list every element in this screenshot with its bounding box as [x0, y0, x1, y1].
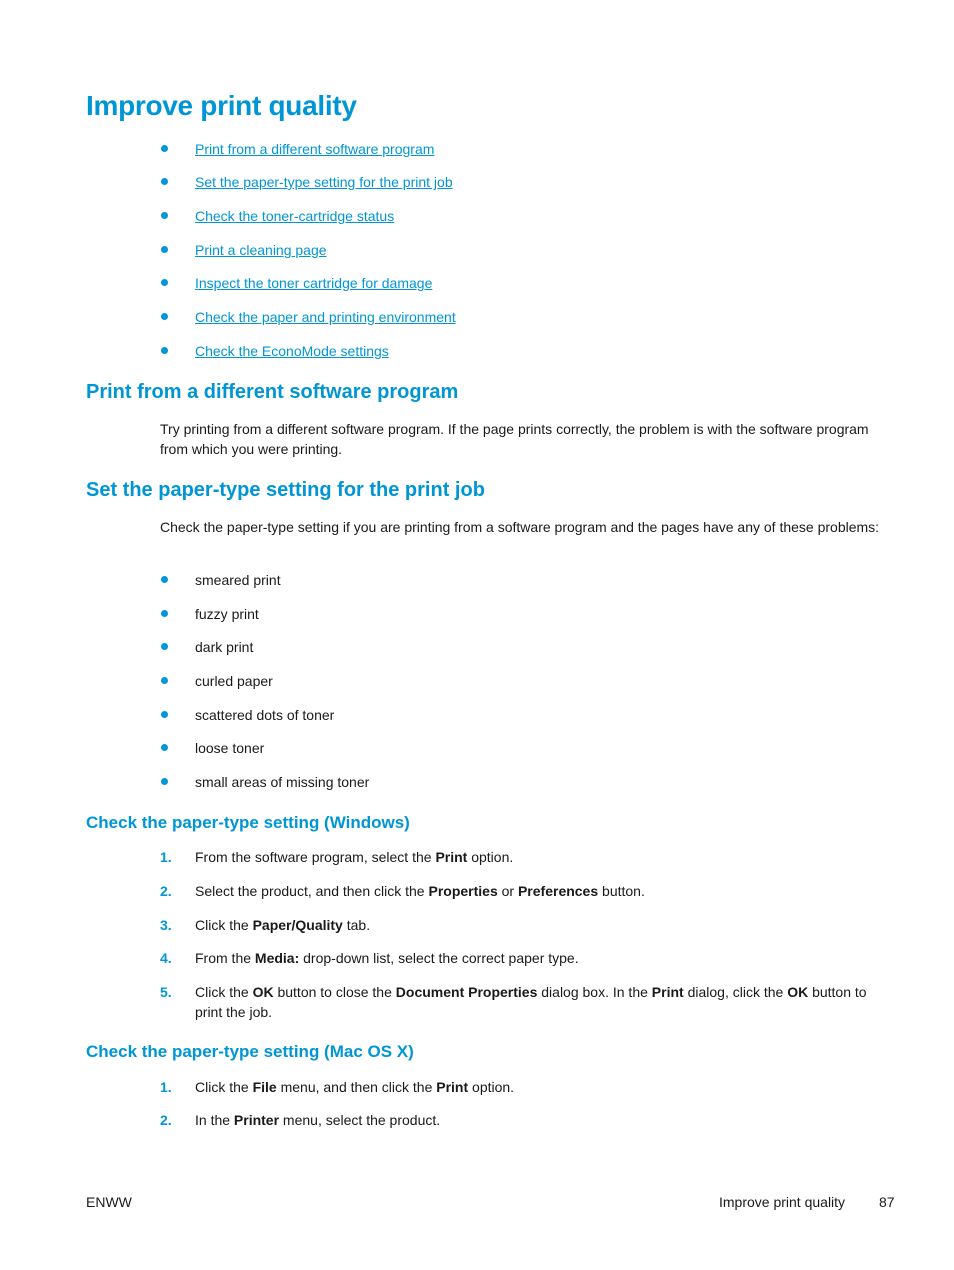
toc-item	[0, 341, 954, 361]
section-body: Try printing from a different software program. If the page prints correctly, the problem is with the software program from which you were printing.	[160, 421, 869, 457]
list-item	[0, 671, 954, 691]
toc-item	[0, 172, 954, 192]
step-number: 2.	[160, 1112, 172, 1128]
problem-text: fuzzy print	[195, 606, 259, 622]
step-number: 3.	[160, 917, 172, 933]
step-text: In the Printer menu, select the product.	[195, 1112, 441, 1128]
step-text: Click the OK button to close the Document Properties dialog box. In the Print dialog, click the OK button to print the job.	[195, 984, 867, 1020]
step-row	[0, 881, 954, 901]
step-row	[0, 915, 954, 935]
step-number: 5.	[160, 984, 172, 1000]
bullet-icon	[161, 610, 168, 617]
footer-page-number: 87	[879, 1194, 895, 1210]
bullet-icon	[161, 279, 168, 286]
step-row	[0, 847, 954, 867]
toc-link-cleaning-page[interactable]: Print a cleaning page	[195, 242, 327, 258]
step-row	[0, 1077, 954, 1097]
bullet-icon	[161, 178, 168, 185]
toc-link-economode[interactable]: Check the EconoMode settings	[195, 343, 389, 359]
step-row	[0, 982, 954, 1020]
step-number: 1.	[160, 849, 172, 865]
subsection-heading-mac: Check the paper-type setting (Mac OS X)	[86, 1042, 414, 1061]
step-text: From the Media: drop-down list, select the correct paper type.	[195, 950, 579, 966]
list-item	[0, 604, 954, 624]
step-row	[0, 948, 954, 968]
list-item	[0, 570, 954, 590]
page-title: Improve print quality	[86, 90, 357, 121]
toc-link-inspect-cartridge[interactable]: Inspect the toner cartridge for damage	[195, 275, 433, 291]
problem-text: smeared print	[195, 572, 281, 588]
bullet-icon	[161, 576, 168, 583]
step-text: Click the File menu, and then click the Print option.	[195, 1079, 515, 1095]
step-text: Select the product, and then click the Properties or Preferences button.	[195, 883, 645, 899]
toc-item	[0, 307, 954, 327]
bullet-icon	[161, 677, 168, 684]
problem-text: small areas of missing toner	[195, 774, 370, 790]
toc-item	[0, 240, 954, 260]
problem-text: loose toner	[195, 740, 265, 756]
bullet-icon	[161, 778, 168, 785]
subsection-heading-windows: Check the paper-type setting (Windows)	[86, 813, 410, 832]
step-number: 1.	[160, 1079, 172, 1095]
toc-item	[0, 273, 954, 293]
problem-text: curled paper	[195, 673, 273, 689]
problem-text: scattered dots of toner	[195, 707, 335, 723]
list-item	[0, 738, 954, 758]
bullet-icon	[161, 212, 168, 219]
bullet-icon	[161, 313, 168, 320]
toc-item	[0, 139, 954, 159]
problem-text: dark print	[195, 639, 254, 655]
toc-item	[0, 206, 954, 226]
bullet-icon	[161, 347, 168, 354]
toc-link-paper-environment[interactable]: Check the paper and printing environment	[195, 309, 456, 325]
step-number: 4.	[160, 950, 172, 966]
toc-link-different-software[interactable]: Print from a different software program	[195, 141, 435, 157]
bullet-icon	[161, 145, 168, 152]
bullet-icon	[161, 744, 168, 751]
list-item	[0, 772, 954, 792]
section-heading-different-software: Print from a different software program	[86, 381, 459, 403]
section-body: Check the paper-type setting if you are printing from a software program and the pages have any of these problems:	[160, 519, 880, 535]
toc-link-toner-status[interactable]: Check the toner-cartridge status	[195, 208, 395, 224]
footer-section-title: Improve print quality	[719, 1194, 846, 1210]
bullet-icon	[161, 643, 168, 650]
toc-link-paper-type[interactable]: Set the paper-type setting for the print job	[195, 174, 453, 190]
step-number: 2.	[160, 883, 172, 899]
list-item	[0, 637, 954, 657]
bullet-icon	[161, 246, 168, 253]
bullet-icon	[161, 711, 168, 718]
step-row	[0, 1110, 954, 1130]
step-text: From the software program, select the Print option.	[195, 849, 514, 865]
footer-left: ENWW	[86, 1194, 132, 1210]
list-item	[0, 705, 954, 725]
section-heading-paper-type: Set the paper-type setting for the print job	[86, 479, 485, 501]
step-text: Click the Paper/Quality tab.	[195, 917, 371, 933]
